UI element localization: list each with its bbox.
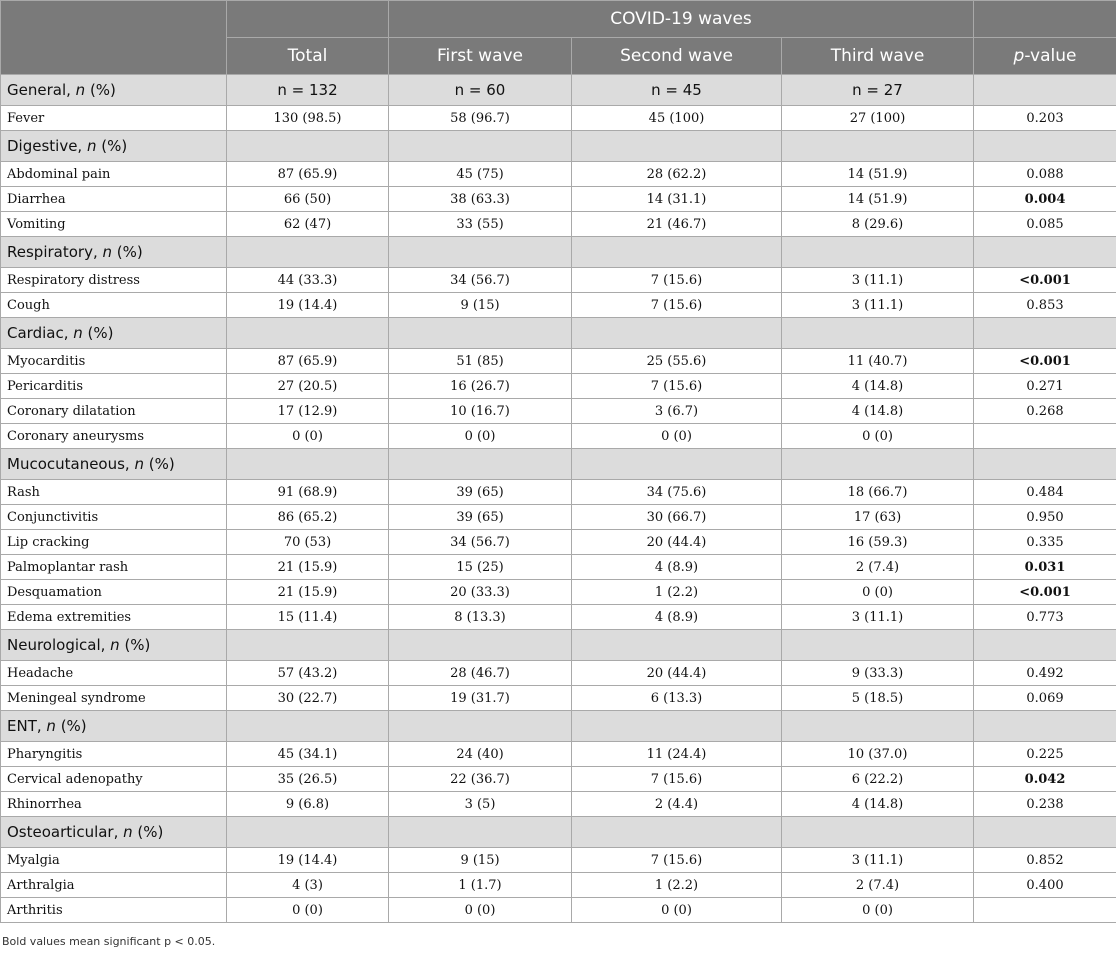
section-count-cell bbox=[227, 449, 389, 480]
table-row bbox=[1, 792, 1116, 817]
value-cell: 39 (65) bbox=[389, 480, 572, 505]
section-pvalue-cell bbox=[974, 318, 1116, 349]
section-count-cell bbox=[389, 711, 572, 742]
section-count-cell: n = 45 bbox=[572, 75, 782, 106]
section-pvalue-cell bbox=[974, 131, 1116, 162]
value-cell: 34 (56.7) bbox=[389, 268, 572, 293]
row-label: Respiratory distress bbox=[1, 268, 227, 293]
value-cell: 3 (11.1) bbox=[782, 293, 974, 318]
section-count-cell bbox=[782, 318, 974, 349]
table-row bbox=[1, 873, 1116, 898]
value-cell: 16 (26.7) bbox=[389, 374, 572, 399]
value-cell: 33 (55) bbox=[389, 212, 572, 237]
section-count-cell bbox=[227, 237, 389, 268]
section-pct: (%) bbox=[119, 636, 151, 654]
value-cell: 51 (85) bbox=[389, 349, 572, 374]
section-pct: (%) bbox=[112, 243, 143, 261]
section-count-cell bbox=[389, 630, 572, 661]
section-row bbox=[1, 449, 1116, 480]
value-cell: 0 (0) bbox=[782, 424, 974, 449]
pvalue-cell: 0.225 bbox=[974, 742, 1116, 767]
section-count-cell: n = 132 bbox=[227, 75, 389, 106]
value-cell: 9 (33.3) bbox=[782, 661, 974, 686]
value-cell: 1 (2.2) bbox=[572, 873, 782, 898]
row-label: Diarrhea bbox=[1, 187, 227, 212]
value-cell: 3 (11.1) bbox=[782, 848, 974, 873]
section-name: Neurological, bbox=[7, 636, 111, 654]
col-header-first-wave: First wave bbox=[389, 38, 572, 75]
value-cell: 0 (0) bbox=[572, 424, 782, 449]
section-name: Cardiac, bbox=[7, 324, 74, 342]
value-cell: 58 (96.7) bbox=[389, 106, 572, 131]
section-count-cell bbox=[227, 630, 389, 661]
section-label bbox=[1, 630, 227, 661]
value-cell: 17 (63) bbox=[782, 505, 974, 530]
value-cell: 0 (0) bbox=[227, 424, 389, 449]
section-pvalue-cell bbox=[974, 449, 1116, 480]
section-pct: (%) bbox=[144, 455, 175, 473]
col-header-third-wave: Third wave bbox=[782, 38, 974, 75]
table-row bbox=[1, 349, 1116, 374]
value-cell: 9 (6.8) bbox=[227, 792, 389, 817]
table-row bbox=[1, 162, 1116, 187]
section-count-cell bbox=[389, 131, 572, 162]
section-count-cell bbox=[389, 318, 572, 349]
row-label: Coronary dilatation bbox=[1, 399, 227, 424]
pvalue-cell: 0.950 bbox=[974, 505, 1116, 530]
pvalue-cell: 0.085 bbox=[974, 212, 1116, 237]
value-cell: 9 (15) bbox=[389, 293, 572, 318]
section-count-cell bbox=[572, 318, 782, 349]
table-row bbox=[1, 898, 1116, 923]
section-count-cell bbox=[572, 449, 782, 480]
table-row bbox=[1, 742, 1116, 767]
value-cell: 14 (31.1) bbox=[572, 187, 782, 212]
section-name: Osteoarticular, bbox=[7, 823, 124, 841]
pvalue-cell: <0.001 bbox=[974, 349, 1116, 374]
pvalue-cell: 0.203 bbox=[974, 106, 1116, 131]
table-footnote: Bold values mean significant p < 0.05. bbox=[2, 935, 216, 948]
value-cell: 22 (36.7) bbox=[389, 767, 572, 792]
table-row bbox=[1, 293, 1116, 318]
section-label bbox=[1, 449, 227, 480]
value-cell: 45 (75) bbox=[389, 162, 572, 187]
section-count-cell bbox=[227, 711, 389, 742]
table-row bbox=[1, 767, 1116, 792]
section-count-cell: n = 27 bbox=[782, 75, 974, 106]
value-cell: 8 (29.6) bbox=[782, 212, 974, 237]
pvalue-cell: 0.088 bbox=[974, 162, 1116, 187]
pvalue-italic: p bbox=[1013, 46, 1025, 66]
section-count-cell bbox=[572, 237, 782, 268]
pvalue-cell: 0.484 bbox=[974, 480, 1116, 505]
section-name: Digestive, bbox=[7, 137, 87, 155]
value-cell: 4 (8.9) bbox=[572, 555, 782, 580]
table-row bbox=[1, 555, 1116, 580]
row-label: Cervical adenopathy bbox=[1, 767, 227, 792]
section-label bbox=[1, 711, 227, 742]
value-cell: 14 (51.9) bbox=[782, 162, 974, 187]
section-count-cell bbox=[572, 711, 782, 742]
section-row bbox=[1, 318, 1116, 349]
table-row bbox=[1, 848, 1116, 873]
table-body bbox=[1, 75, 1116, 923]
value-cell: 19 (14.4) bbox=[227, 848, 389, 873]
value-cell: 28 (62.2) bbox=[572, 162, 782, 187]
header-blank-pvalue bbox=[974, 1, 1116, 38]
value-cell: 4 (14.8) bbox=[782, 374, 974, 399]
value-cell: 16 (59.3) bbox=[782, 530, 974, 555]
value-cell: 17 (12.9) bbox=[227, 399, 389, 424]
value-cell: 18 (66.7) bbox=[782, 480, 974, 505]
section-name: ENT, bbox=[7, 717, 47, 735]
pvalue-cell: <0.001 bbox=[974, 268, 1116, 293]
pvalue-cell: 0.031 bbox=[974, 555, 1116, 580]
section-count-cell bbox=[227, 817, 389, 848]
value-cell: 21 (46.7) bbox=[572, 212, 782, 237]
value-cell: 27 (100) bbox=[782, 106, 974, 131]
header-corner bbox=[1, 1, 227, 75]
row-label: Cough bbox=[1, 293, 227, 318]
value-cell: 14 (51.9) bbox=[782, 187, 974, 212]
table-row bbox=[1, 480, 1116, 505]
pvalue-cell: 0.852 bbox=[974, 848, 1116, 873]
value-cell: 87 (65.9) bbox=[227, 349, 389, 374]
table-row bbox=[1, 580, 1116, 605]
section-n: n bbox=[110, 636, 120, 654]
pvalue-rest: -value bbox=[1024, 46, 1077, 66]
value-cell: 6 (13.3) bbox=[572, 686, 782, 711]
section-n: n bbox=[46, 717, 56, 735]
pvalue-cell: 0.853 bbox=[974, 293, 1116, 318]
pvalue-cell: 0.271 bbox=[974, 374, 1116, 399]
section-label bbox=[1, 237, 227, 268]
value-cell: 15 (11.4) bbox=[227, 605, 389, 630]
row-label: Coronary aneurysms bbox=[1, 424, 227, 449]
value-cell: 4 (14.8) bbox=[782, 399, 974, 424]
table-row bbox=[1, 505, 1116, 530]
value-cell: 2 (4.4) bbox=[572, 792, 782, 817]
value-cell: 3 (5) bbox=[389, 792, 572, 817]
row-label: Rhinorrhea bbox=[1, 792, 227, 817]
header-row-group bbox=[1, 1, 1116, 38]
pvalue-cell bbox=[974, 424, 1116, 449]
section-pct: (%) bbox=[132, 823, 164, 841]
value-cell: 62 (47) bbox=[227, 212, 389, 237]
header-group-waves: COVID-19 waves bbox=[389, 1, 974, 38]
value-cell: 7 (15.6) bbox=[572, 848, 782, 873]
pvalue-cell: 0.773 bbox=[974, 605, 1116, 630]
row-label: Abdominal pain bbox=[1, 162, 227, 187]
pvalue-cell: 0.238 bbox=[974, 792, 1116, 817]
section-n: n bbox=[73, 324, 83, 342]
value-cell: 19 (31.7) bbox=[389, 686, 572, 711]
section-count-cell bbox=[227, 131, 389, 162]
pvalue-cell: 0.004 bbox=[974, 187, 1116, 212]
value-cell: 11 (40.7) bbox=[782, 349, 974, 374]
pvalue-cell: 0.492 bbox=[974, 661, 1116, 686]
section-count-cell bbox=[389, 449, 572, 480]
col-header-pvalue bbox=[974, 38, 1116, 75]
value-cell: 5 (18.5) bbox=[782, 686, 974, 711]
section-name: Respiratory, bbox=[7, 243, 103, 261]
value-cell: 7 (15.6) bbox=[572, 293, 782, 318]
section-count-cell bbox=[782, 817, 974, 848]
value-cell: 44 (33.3) bbox=[227, 268, 389, 293]
value-cell: 3 (11.1) bbox=[782, 268, 974, 293]
pvalue-cell: 0.335 bbox=[974, 530, 1116, 555]
section-n: n bbox=[134, 455, 144, 473]
value-cell: 30 (66.7) bbox=[572, 505, 782, 530]
value-cell: 20 (44.4) bbox=[572, 530, 782, 555]
value-cell: 15 (25) bbox=[389, 555, 572, 580]
section-pvalue-cell bbox=[974, 237, 1116, 268]
value-cell: 27 (20.5) bbox=[227, 374, 389, 399]
value-cell: 1 (1.7) bbox=[389, 873, 572, 898]
table-row bbox=[1, 661, 1116, 686]
row-label: Myocarditis bbox=[1, 349, 227, 374]
section-count-cell bbox=[782, 449, 974, 480]
value-cell: 130 (98.5) bbox=[227, 106, 389, 131]
pvalue-cell: 0.042 bbox=[974, 767, 1116, 792]
value-cell: 57 (43.2) bbox=[227, 661, 389, 686]
section-label bbox=[1, 131, 227, 162]
col-header-total: Total bbox=[227, 38, 389, 75]
value-cell: 21 (15.9) bbox=[227, 580, 389, 605]
row-label: Lip cracking bbox=[1, 530, 227, 555]
table-row bbox=[1, 424, 1116, 449]
section-pct: (%) bbox=[82, 324, 114, 342]
value-cell: 24 (40) bbox=[389, 742, 572, 767]
table-row bbox=[1, 686, 1116, 711]
section-pct: (%) bbox=[96, 137, 128, 155]
row-label: Conjunctivitis bbox=[1, 505, 227, 530]
row-label: Meningeal syndrome bbox=[1, 686, 227, 711]
value-cell: 3 (11.1) bbox=[782, 605, 974, 630]
section-count-cell: n = 60 bbox=[389, 75, 572, 106]
table-row bbox=[1, 106, 1116, 131]
section-n: n bbox=[86, 137, 97, 155]
section-count-cell bbox=[227, 318, 389, 349]
row-label: Headache bbox=[1, 661, 227, 686]
table-row bbox=[1, 399, 1116, 424]
section-pct: (%) bbox=[55, 717, 87, 735]
section-label bbox=[1, 817, 227, 848]
section-count-cell bbox=[572, 630, 782, 661]
value-cell: 2 (7.4) bbox=[782, 555, 974, 580]
value-cell: 7 (15.6) bbox=[572, 767, 782, 792]
value-cell: 35 (26.5) bbox=[227, 767, 389, 792]
value-cell: 3 (6.7) bbox=[572, 399, 782, 424]
section-count-cell bbox=[572, 131, 782, 162]
value-cell: 66 (50) bbox=[227, 187, 389, 212]
table-row bbox=[1, 374, 1116, 399]
value-cell: 1 (2.2) bbox=[572, 580, 782, 605]
section-row bbox=[1, 630, 1116, 661]
section-pct: (%) bbox=[85, 81, 116, 99]
value-cell: 39 (65) bbox=[389, 505, 572, 530]
pvalue-cell: 0.069 bbox=[974, 686, 1116, 711]
table-row bbox=[1, 530, 1116, 555]
value-cell: 7 (15.6) bbox=[572, 268, 782, 293]
value-cell: 30 (22.7) bbox=[227, 686, 389, 711]
table-row bbox=[1, 268, 1116, 293]
value-cell: 0 (0) bbox=[782, 898, 974, 923]
value-cell: 0 (0) bbox=[572, 898, 782, 923]
row-label: Fever bbox=[1, 106, 227, 131]
value-cell: 7 (15.6) bbox=[572, 374, 782, 399]
value-cell: 38 (63.3) bbox=[389, 187, 572, 212]
value-cell: 28 (46.7) bbox=[389, 661, 572, 686]
value-cell: 4 (3) bbox=[227, 873, 389, 898]
section-count-cell bbox=[782, 131, 974, 162]
section-name: General, bbox=[7, 81, 76, 99]
section-label bbox=[1, 318, 227, 349]
section-count-cell bbox=[782, 711, 974, 742]
pvalue-cell: 0.400 bbox=[974, 873, 1116, 898]
row-label: Myalgia bbox=[1, 848, 227, 873]
section-n: n bbox=[102, 243, 112, 261]
value-cell: 10 (16.7) bbox=[389, 399, 572, 424]
value-cell: 4 (14.8) bbox=[782, 792, 974, 817]
header-blank-total bbox=[227, 1, 389, 38]
value-cell: 45 (100) bbox=[572, 106, 782, 131]
section-row bbox=[1, 711, 1116, 742]
section-name: Mucocutaneous, bbox=[7, 455, 135, 473]
value-cell: 8 (13.3) bbox=[389, 605, 572, 630]
value-cell: 19 (14.4) bbox=[227, 293, 389, 318]
section-row bbox=[1, 75, 1116, 106]
col-header-second-wave: Second wave bbox=[572, 38, 782, 75]
value-cell: 91 (68.9) bbox=[227, 480, 389, 505]
table-row bbox=[1, 187, 1116, 212]
pvalue-cell: <0.001 bbox=[974, 580, 1116, 605]
value-cell: 20 (33.3) bbox=[389, 580, 572, 605]
value-cell: 0 (0) bbox=[389, 424, 572, 449]
value-cell: 87 (65.9) bbox=[227, 162, 389, 187]
pvalue-cell bbox=[974, 898, 1116, 923]
row-label: Arthritis bbox=[1, 898, 227, 923]
section-row bbox=[1, 131, 1116, 162]
row-label: Desquamation bbox=[1, 580, 227, 605]
section-pvalue-cell bbox=[974, 75, 1116, 106]
section-pvalue-cell bbox=[974, 711, 1116, 742]
value-cell: 45 (34.1) bbox=[227, 742, 389, 767]
section-row bbox=[1, 817, 1116, 848]
value-cell: 34 (56.7) bbox=[389, 530, 572, 555]
row-label: Rash bbox=[1, 480, 227, 505]
value-cell: 34 (75.6) bbox=[572, 480, 782, 505]
value-cell: 70 (53) bbox=[227, 530, 389, 555]
table-row bbox=[1, 212, 1116, 237]
section-count-cell bbox=[782, 237, 974, 268]
value-cell: 86 (65.2) bbox=[227, 505, 389, 530]
value-cell: 11 (24.4) bbox=[572, 742, 782, 767]
row-label: Edema extremities bbox=[1, 605, 227, 630]
section-count-cell bbox=[782, 630, 974, 661]
value-cell: 0 (0) bbox=[227, 898, 389, 923]
value-cell: 0 (0) bbox=[389, 898, 572, 923]
section-pvalue-cell bbox=[974, 630, 1116, 661]
value-cell: 25 (55.6) bbox=[572, 349, 782, 374]
table-row bbox=[1, 605, 1116, 630]
value-cell: 9 (15) bbox=[389, 848, 572, 873]
row-label: Pericarditis bbox=[1, 374, 227, 399]
row-label: Vomiting bbox=[1, 212, 227, 237]
pvalue-cell: 0.268 bbox=[974, 399, 1116, 424]
section-count-cell bbox=[572, 817, 782, 848]
section-count-cell bbox=[389, 237, 572, 268]
section-count-cell bbox=[389, 817, 572, 848]
value-cell: 21 (15.9) bbox=[227, 555, 389, 580]
value-cell: 6 (22.2) bbox=[782, 767, 974, 792]
value-cell: 20 (44.4) bbox=[572, 661, 782, 686]
value-cell: 4 (8.9) bbox=[572, 605, 782, 630]
value-cell: 0 (0) bbox=[782, 580, 974, 605]
section-label bbox=[1, 75, 227, 106]
value-cell: 2 (7.4) bbox=[782, 873, 974, 898]
row-label: Arthralgia bbox=[1, 873, 227, 898]
section-n: n bbox=[123, 823, 133, 841]
value-cell: 10 (37.0) bbox=[782, 742, 974, 767]
row-label: Palmoplantar rash bbox=[1, 555, 227, 580]
section-row bbox=[1, 237, 1116, 268]
section-n: n bbox=[75, 81, 86, 99]
section-pvalue-cell bbox=[974, 817, 1116, 848]
row-label: Pharyngitis bbox=[1, 742, 227, 767]
